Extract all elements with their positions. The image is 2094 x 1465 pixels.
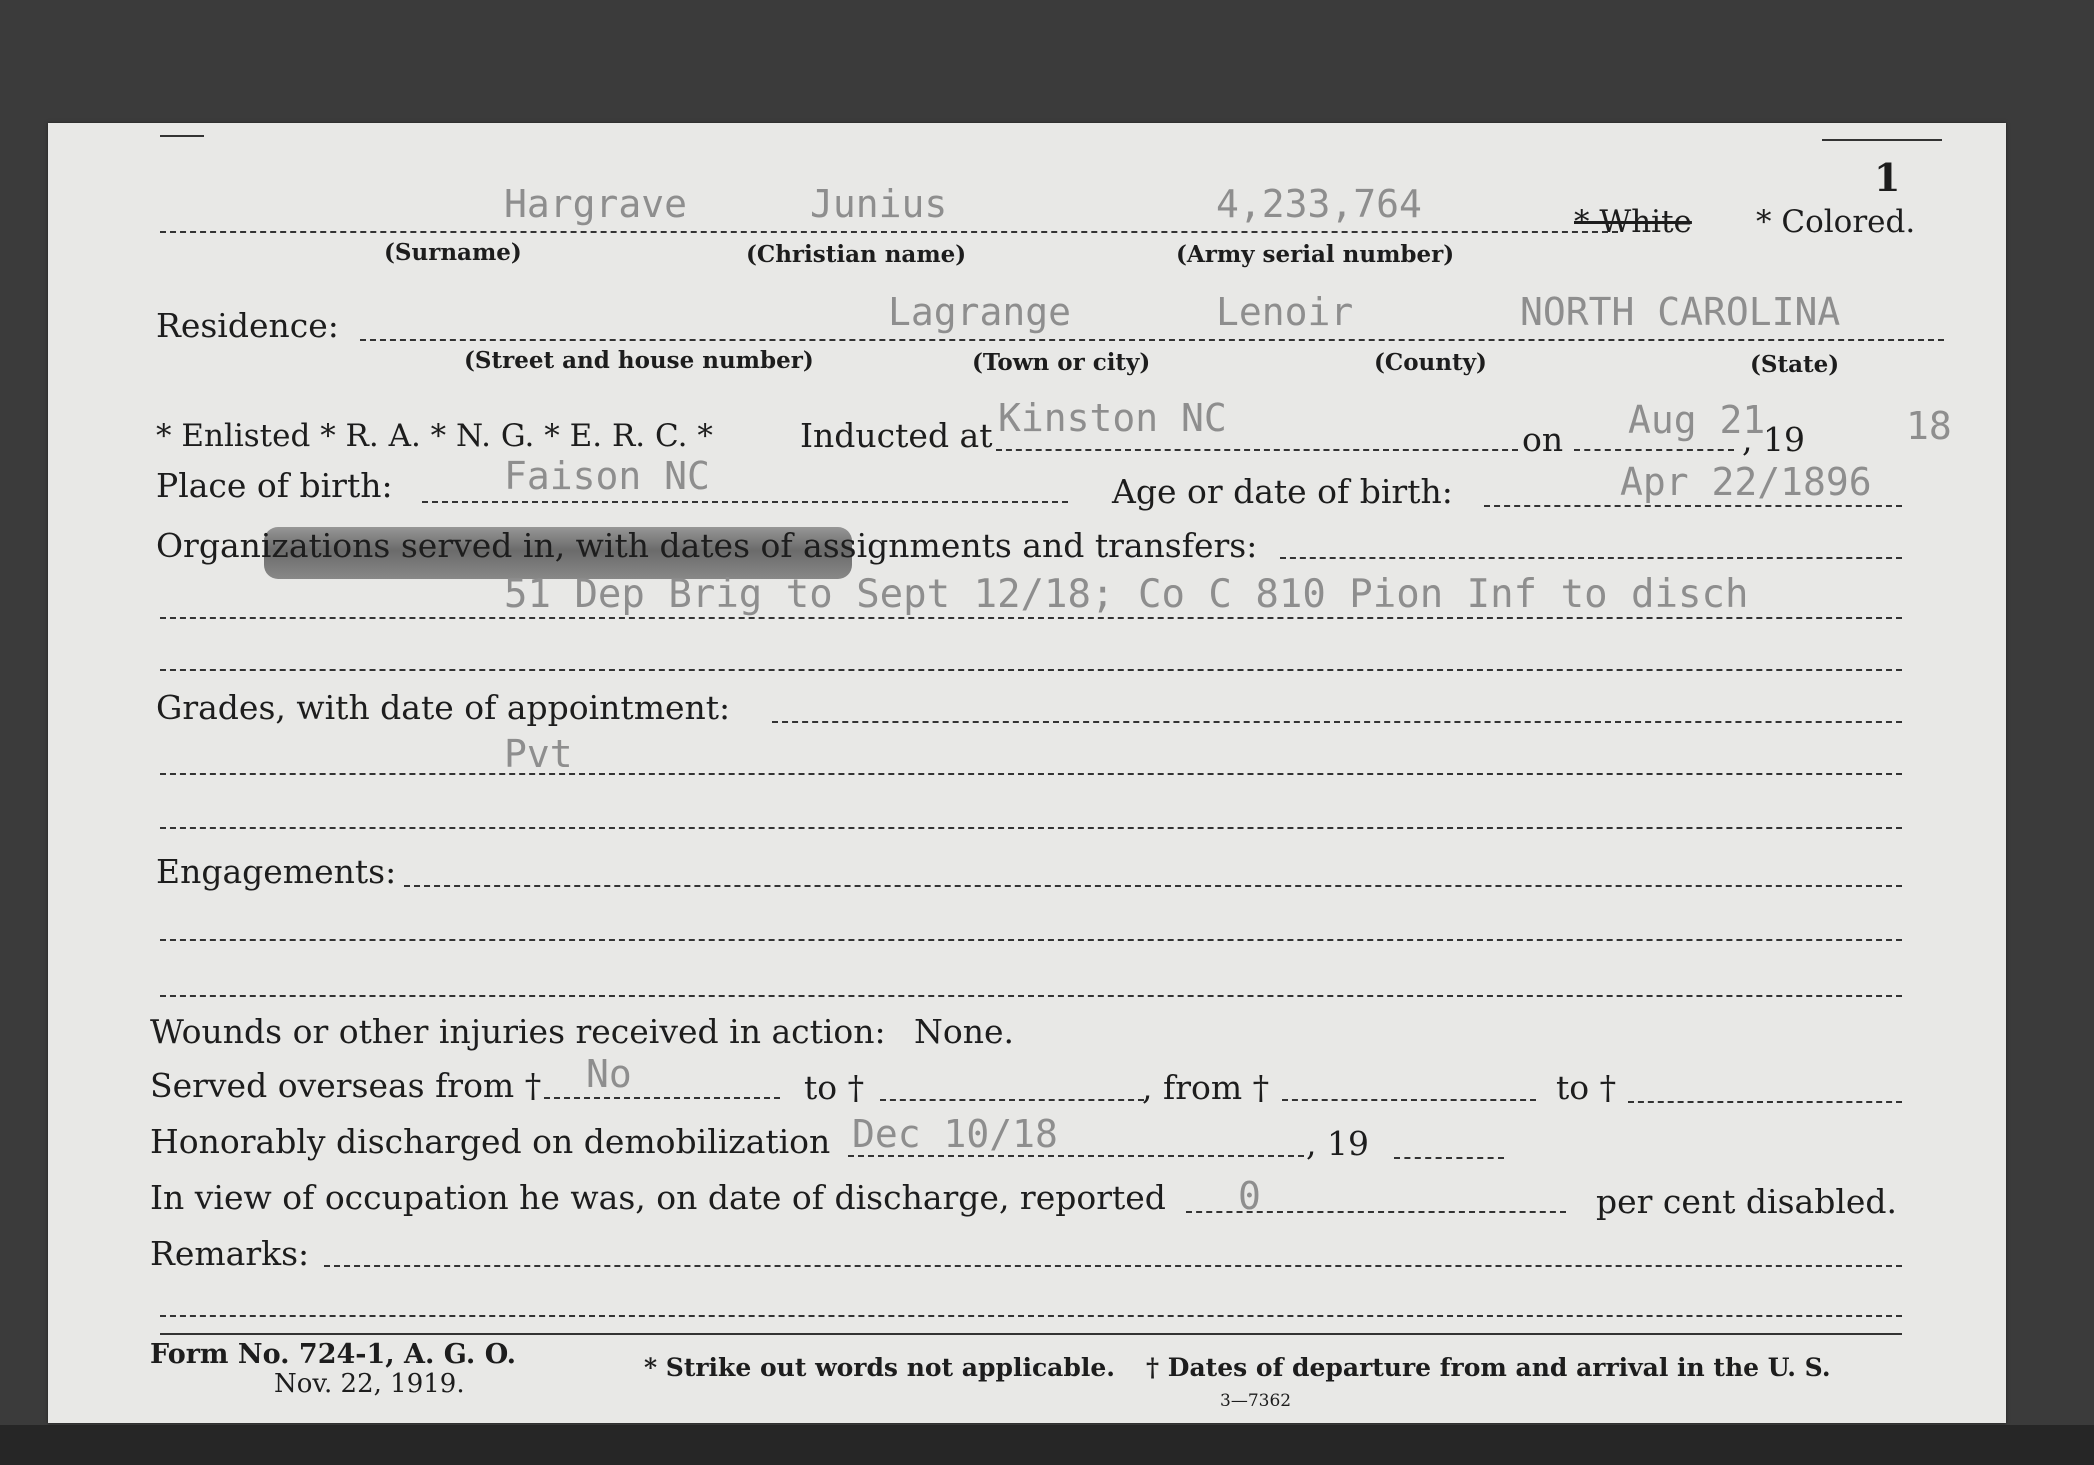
service-record-card xyxy=(48,123,2006,1423)
overseas-from-line xyxy=(544,1097,780,1099)
induction-year-value: 18 xyxy=(1906,404,1952,448)
state-caption: (State) xyxy=(1750,351,1840,378)
overseas-to2-line xyxy=(1628,1101,1902,1103)
overseas-to2-label: to † xyxy=(1556,1068,1617,1107)
christian-name-caption: (Christian name) xyxy=(746,241,967,268)
residence-town-value: Lagrange xyxy=(888,290,1072,334)
discharge-year-line xyxy=(1394,1157,1504,1159)
date-of-birth-label: Age or date of birth: xyxy=(1112,472,1453,511)
grades-label: Grades, with date of appointment: xyxy=(156,688,731,727)
discharge-label: Honorably discharged on demobilization xyxy=(150,1122,831,1161)
remarks-label: Remarks: xyxy=(150,1234,310,1273)
residence-label: Residence: xyxy=(156,306,339,345)
strike-note: * Strike out words not applicable. xyxy=(644,1353,1115,1382)
wounds-value: None. xyxy=(914,1012,1015,1051)
discharge-year-label: , 19 xyxy=(1306,1124,1369,1163)
corner-mark-right xyxy=(1822,139,1942,141)
engagements-line-2 xyxy=(160,939,1902,941)
remarks-line-2 xyxy=(160,1315,1902,1317)
race-colored: * Colored. xyxy=(1756,204,1916,240)
overseas-from2-line xyxy=(1282,1099,1536,1101)
residence-state-value: NORTH CAROLINA xyxy=(1520,290,1841,334)
grades-line-2 xyxy=(160,773,1902,775)
street-caption: (Street and house number) xyxy=(464,347,814,374)
organizations-line-2 xyxy=(160,617,1902,619)
organizations-line-1 xyxy=(1280,557,1902,559)
name-line xyxy=(160,231,1618,233)
surname-value: Hargrave xyxy=(504,182,688,226)
christian-name-value: Junius xyxy=(810,182,948,226)
date-of-birth-value: Apr 22/1896 xyxy=(1620,460,1872,504)
discharge-value: Dec 10/18 xyxy=(852,1112,1058,1156)
engagements-line-3 xyxy=(160,995,1902,997)
overseas-to-line xyxy=(880,1099,1144,1101)
date-of-birth-line xyxy=(1484,505,1902,507)
induction-on-label: on xyxy=(1522,420,1564,459)
residence-county-value: Lenoir xyxy=(1216,290,1354,334)
overseas-from2-label: , from † xyxy=(1142,1068,1270,1107)
grades-line-3 xyxy=(160,827,1902,829)
induction-place-line xyxy=(996,449,1518,451)
background-strip xyxy=(0,1425,2094,1465)
town-caption: (Town or city) xyxy=(972,349,1151,376)
disability-label: In view of occupation he was, on date of discharge, reported xyxy=(150,1178,1166,1217)
organizations-line-3 xyxy=(160,669,1902,671)
induction-date-value: Aug 21 xyxy=(1628,398,1766,442)
form-date: Nov. 22, 1919. xyxy=(274,1369,465,1399)
inducted-at-label: Inducted at xyxy=(800,416,993,455)
place-of-birth-value: Faison NC xyxy=(504,454,710,498)
residence-line xyxy=(360,339,1944,341)
induction-place-value: Kinston NC xyxy=(998,396,1227,440)
remarks-line-1 xyxy=(324,1265,1902,1267)
overseas-from-value: No xyxy=(586,1052,632,1096)
race-white: * White xyxy=(1574,204,1692,240)
serial-number-value: 4,233,764 xyxy=(1216,182,1422,226)
place-of-birth-label: Place of birth: xyxy=(156,466,393,505)
place-of-birth-line xyxy=(422,501,1068,503)
print-code: 3—7362 xyxy=(1220,1391,1292,1411)
grades-value: Pvt xyxy=(504,732,573,776)
serial-number-caption: (Army serial number) xyxy=(1176,241,1455,268)
county-caption: (County) xyxy=(1374,349,1487,376)
organizations-value: 51 Dep Brig to Sept 12/18; Co C 810 Pion Inf to disch xyxy=(504,572,1749,617)
engagements-line-1 xyxy=(404,885,1902,887)
induction-date-line xyxy=(1574,449,1734,451)
engagements-label: Engagements: xyxy=(156,852,397,891)
wounds-label: Wounds or other injuries received in action: xyxy=(150,1012,886,1051)
form-number: Form No. 724-1, A. G. O. xyxy=(150,1339,517,1370)
disability-line xyxy=(1186,1211,1566,1213)
corner-mark-left xyxy=(160,135,204,137)
overseas-label: Served overseas from † xyxy=(150,1066,542,1105)
disability-value: 0 xyxy=(1238,1174,1261,1218)
footer-rule xyxy=(160,1333,1902,1335)
dates-note: † Dates of departure from and arrival in the U. S. xyxy=(1146,1353,1831,1382)
card-number: 1 xyxy=(1874,155,1901,200)
discharge-line xyxy=(848,1155,1304,1157)
disability-suffix: per cent disabled. xyxy=(1596,1182,1898,1221)
induction-year-prefix: , 19 xyxy=(1742,420,1805,459)
grades-line-1 xyxy=(772,721,1902,723)
surname-caption: (Surname) xyxy=(384,239,522,266)
enlistment-types: * Enlisted * R. A. * N. G. * E. R. C. * xyxy=(156,418,713,454)
organizations-label: Organizations served in, with dates of assignments and transfers: xyxy=(156,526,1258,565)
overseas-to-label: to † xyxy=(804,1068,865,1107)
